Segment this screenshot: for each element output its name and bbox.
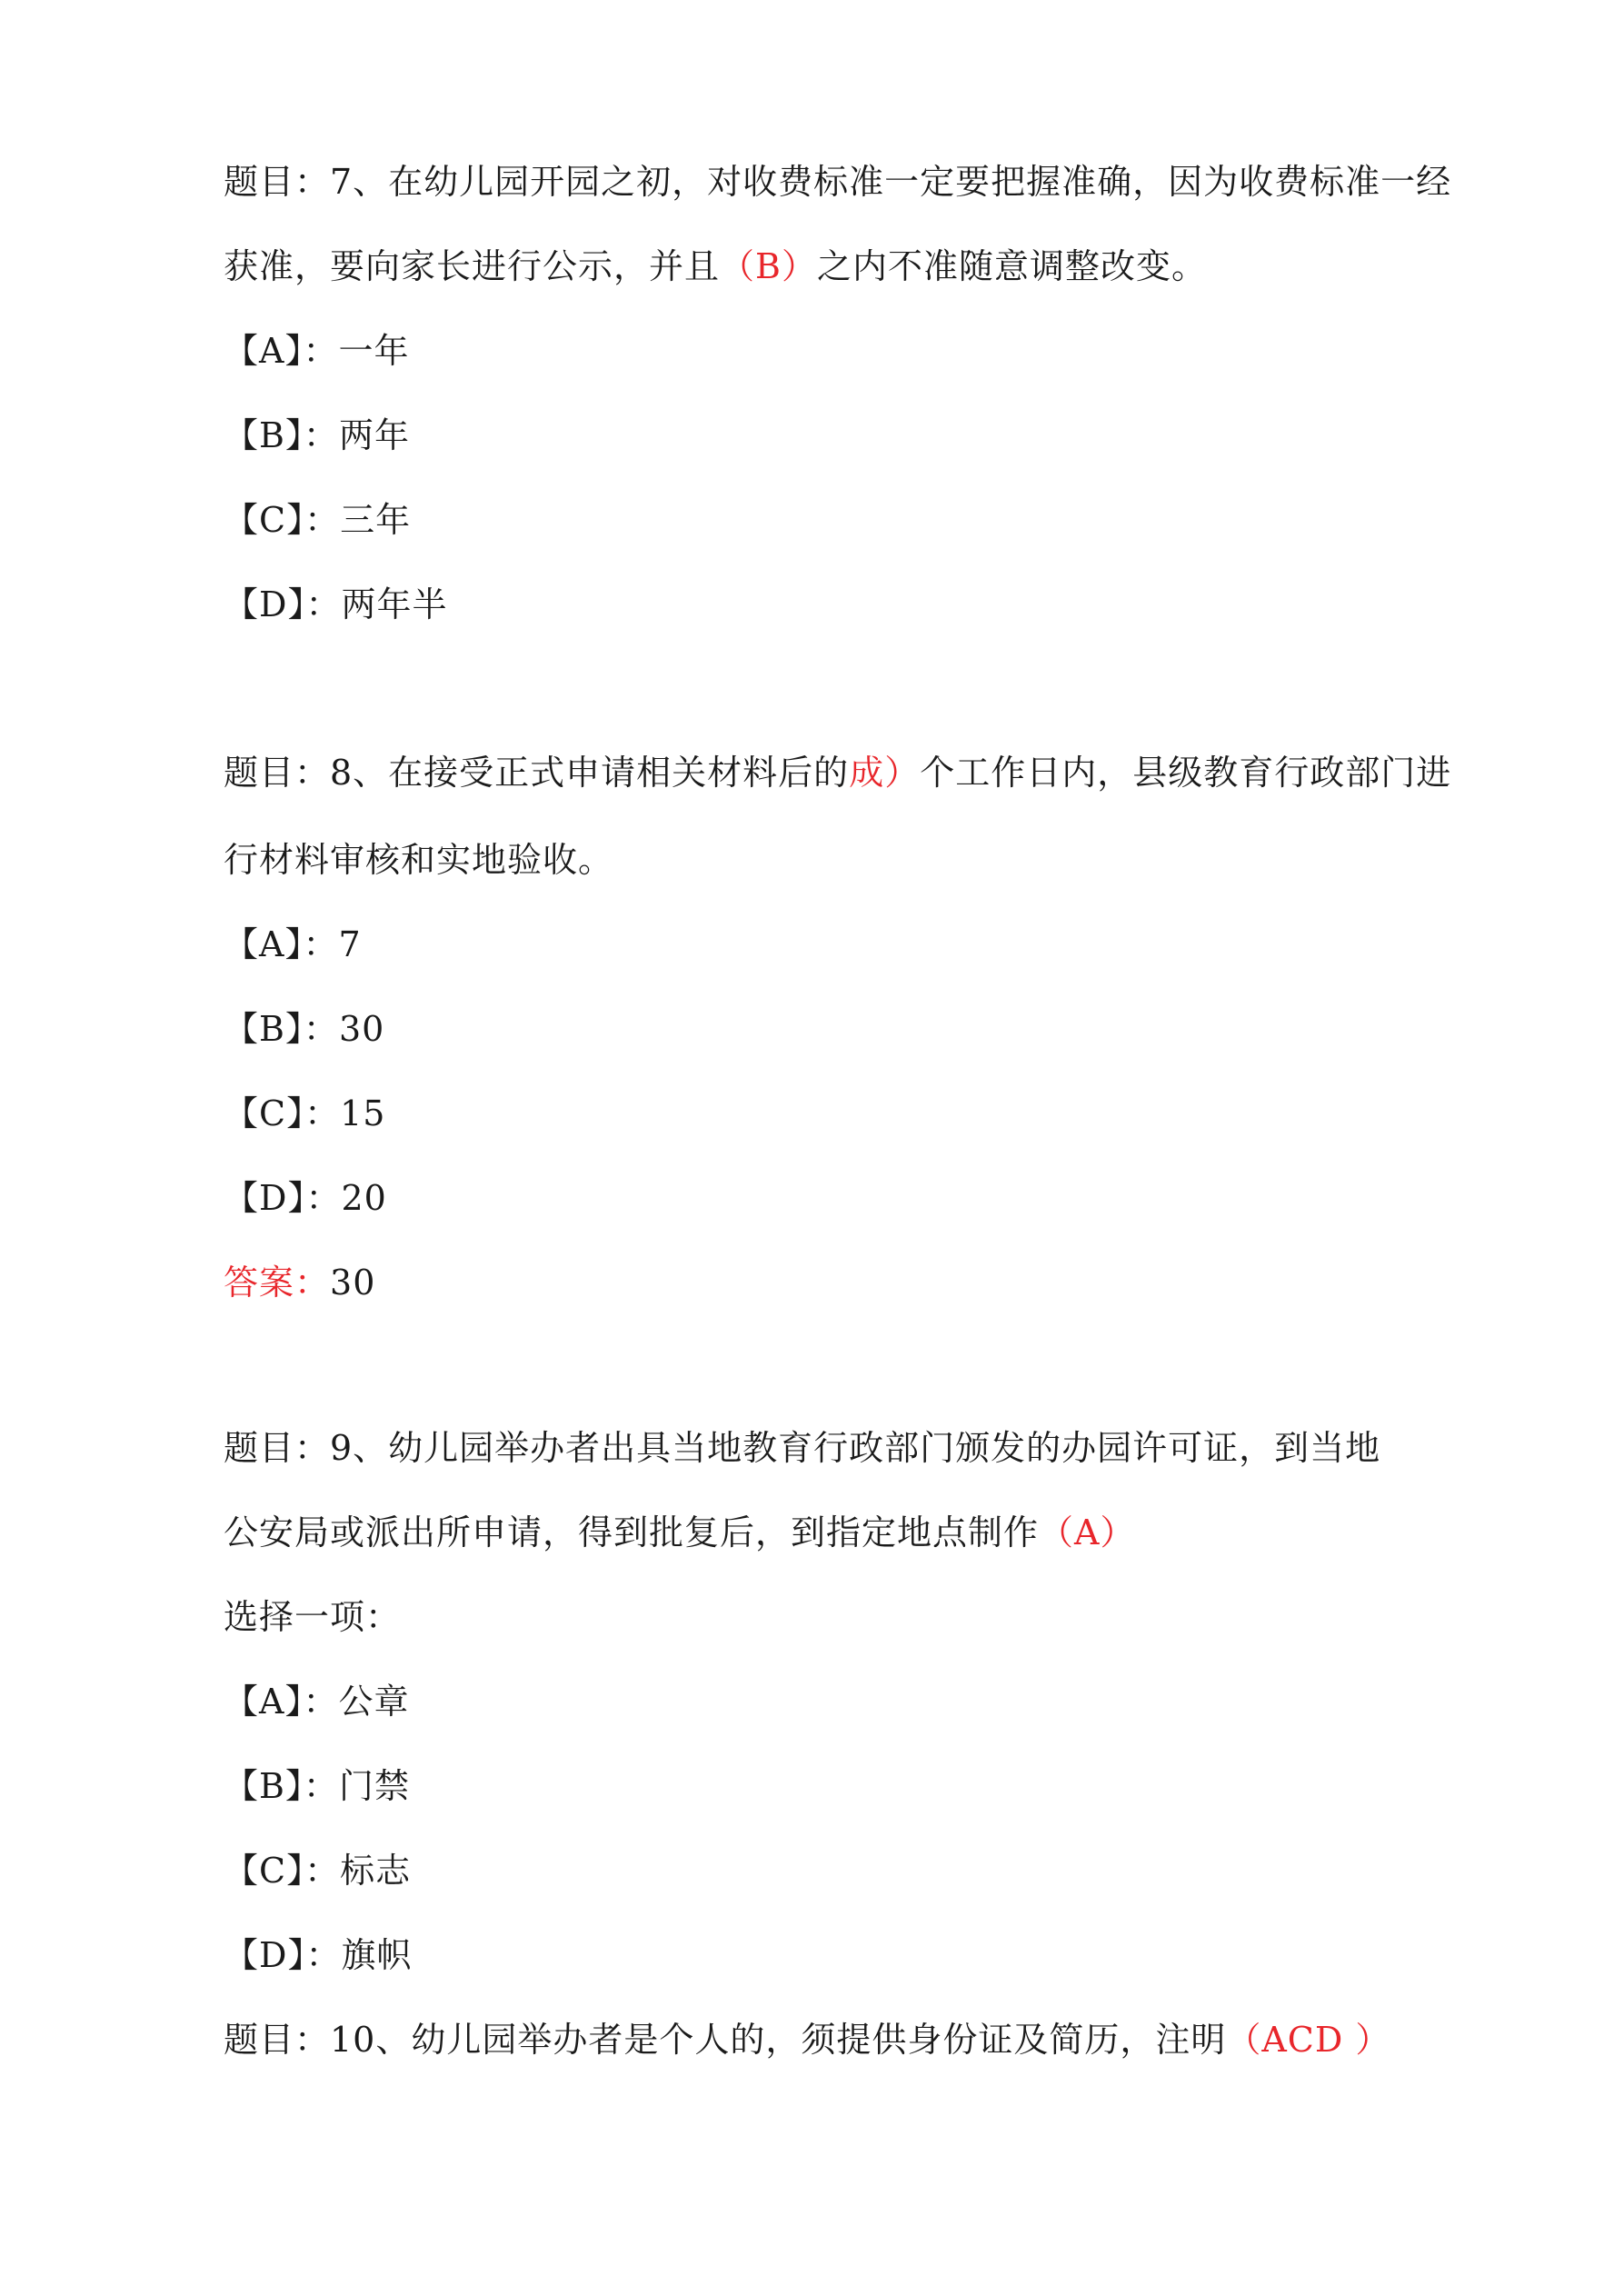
answer-label: 答案： bbox=[224, 1263, 331, 1303]
q9-answer-mark: （A） bbox=[1039, 1512, 1136, 1552]
q8-answer bbox=[224, 1261, 375, 1304]
option-text: 标志 bbox=[340, 1851, 412, 1891]
q10-stem-text: 题目：10、幼儿园举办者是个人的，须提供身份证及简历，注明 bbox=[224, 2020, 1227, 2060]
q9-prompt: 选择一项： bbox=[224, 1597, 402, 1637]
q7-stem-line-1: 题目：7、在幼儿园开园之初，对收费标准一定要把握准确，因为收费标准一经 bbox=[224, 162, 1452, 202]
q9-stem-line-1: 题目：9、幼儿园举办者出具当地教育行政部门颁发的办园许可证，到当地 bbox=[224, 1428, 1381, 1468]
option-key: 【C】： bbox=[224, 500, 341, 540]
q7-option-b bbox=[224, 414, 410, 457]
option-text: 30 bbox=[338, 1009, 385, 1049]
q7-answer-mark: （B） bbox=[720, 246, 817, 286]
q9-stem-text: 公安局或派出所申请，得到批复后，到指定地点制作 bbox=[224, 1512, 1040, 1552]
option-key: 【B】： bbox=[224, 1009, 339, 1049]
q9-stem-line-2 bbox=[224, 1511, 1135, 1554]
option-key: 【C】： bbox=[224, 1851, 341, 1891]
q8-stem-tail: 个工作日内，县级教育行政部门进 bbox=[920, 753, 1452, 793]
option-key: 【A】： bbox=[224, 1682, 339, 1722]
option-text: 旗帜 bbox=[341, 1935, 413, 1975]
option-text: 7 bbox=[338, 924, 362, 964]
option-key: 【B】： bbox=[224, 415, 339, 455]
q10-stem-line-1 bbox=[224, 2018, 1390, 2061]
q8-option-a bbox=[224, 923, 362, 966]
option-text: 公章 bbox=[338, 1682, 410, 1722]
q8-stem-line-1 bbox=[224, 751, 1451, 794]
q7-option-d bbox=[224, 583, 447, 626]
q8-option-d bbox=[224, 1176, 387, 1220]
option-text: 一年 bbox=[338, 331, 410, 371]
option-key: 【D】： bbox=[224, 1935, 342, 1975]
q9-option-a bbox=[224, 1680, 409, 1723]
q9-option-c bbox=[224, 1849, 411, 1892]
q7-stem-line-2 bbox=[224, 245, 1207, 288]
q8-answer-mark: 成） bbox=[849, 753, 921, 793]
q8-stem-text: 题目：8、在接受正式申请相关材料后的 bbox=[224, 753, 850, 793]
option-text: 20 bbox=[341, 1178, 387, 1218]
option-key: 【D】： bbox=[224, 584, 342, 624]
answer-value: 30 bbox=[330, 1263, 376, 1303]
option-text: 三年 bbox=[340, 500, 412, 540]
option-text: 两年 bbox=[338, 415, 410, 455]
q7-stem-text: 获准，要向家长进行公示，并且 bbox=[224, 246, 721, 286]
option-text: 门禁 bbox=[338, 1766, 410, 1806]
q9-option-d bbox=[224, 1933, 412, 1977]
q7-option-c bbox=[224, 498, 411, 542]
q7-option-a bbox=[224, 329, 409, 373]
q8-option-c bbox=[224, 1092, 385, 1135]
option-key: 【D】： bbox=[224, 1178, 342, 1218]
option-key: 【B】： bbox=[224, 1766, 339, 1806]
q8-stem-line-2: 行材料审核和实地验收。 bbox=[224, 840, 614, 880]
q8-option-b bbox=[224, 1007, 384, 1051]
q7-stem-tail: 之内不准随意调整改变。 bbox=[816, 246, 1207, 286]
option-key: 【A】： bbox=[224, 924, 339, 964]
q9-option-b bbox=[224, 1764, 410, 1808]
option-key: 【C】： bbox=[224, 1093, 341, 1133]
option-text: 15 bbox=[340, 1093, 386, 1133]
option-text: 两年半 bbox=[341, 584, 448, 624]
option-key: 【A】： bbox=[224, 331, 339, 371]
q10-answer-mark: （ACD ） bbox=[1226, 2020, 1391, 2060]
